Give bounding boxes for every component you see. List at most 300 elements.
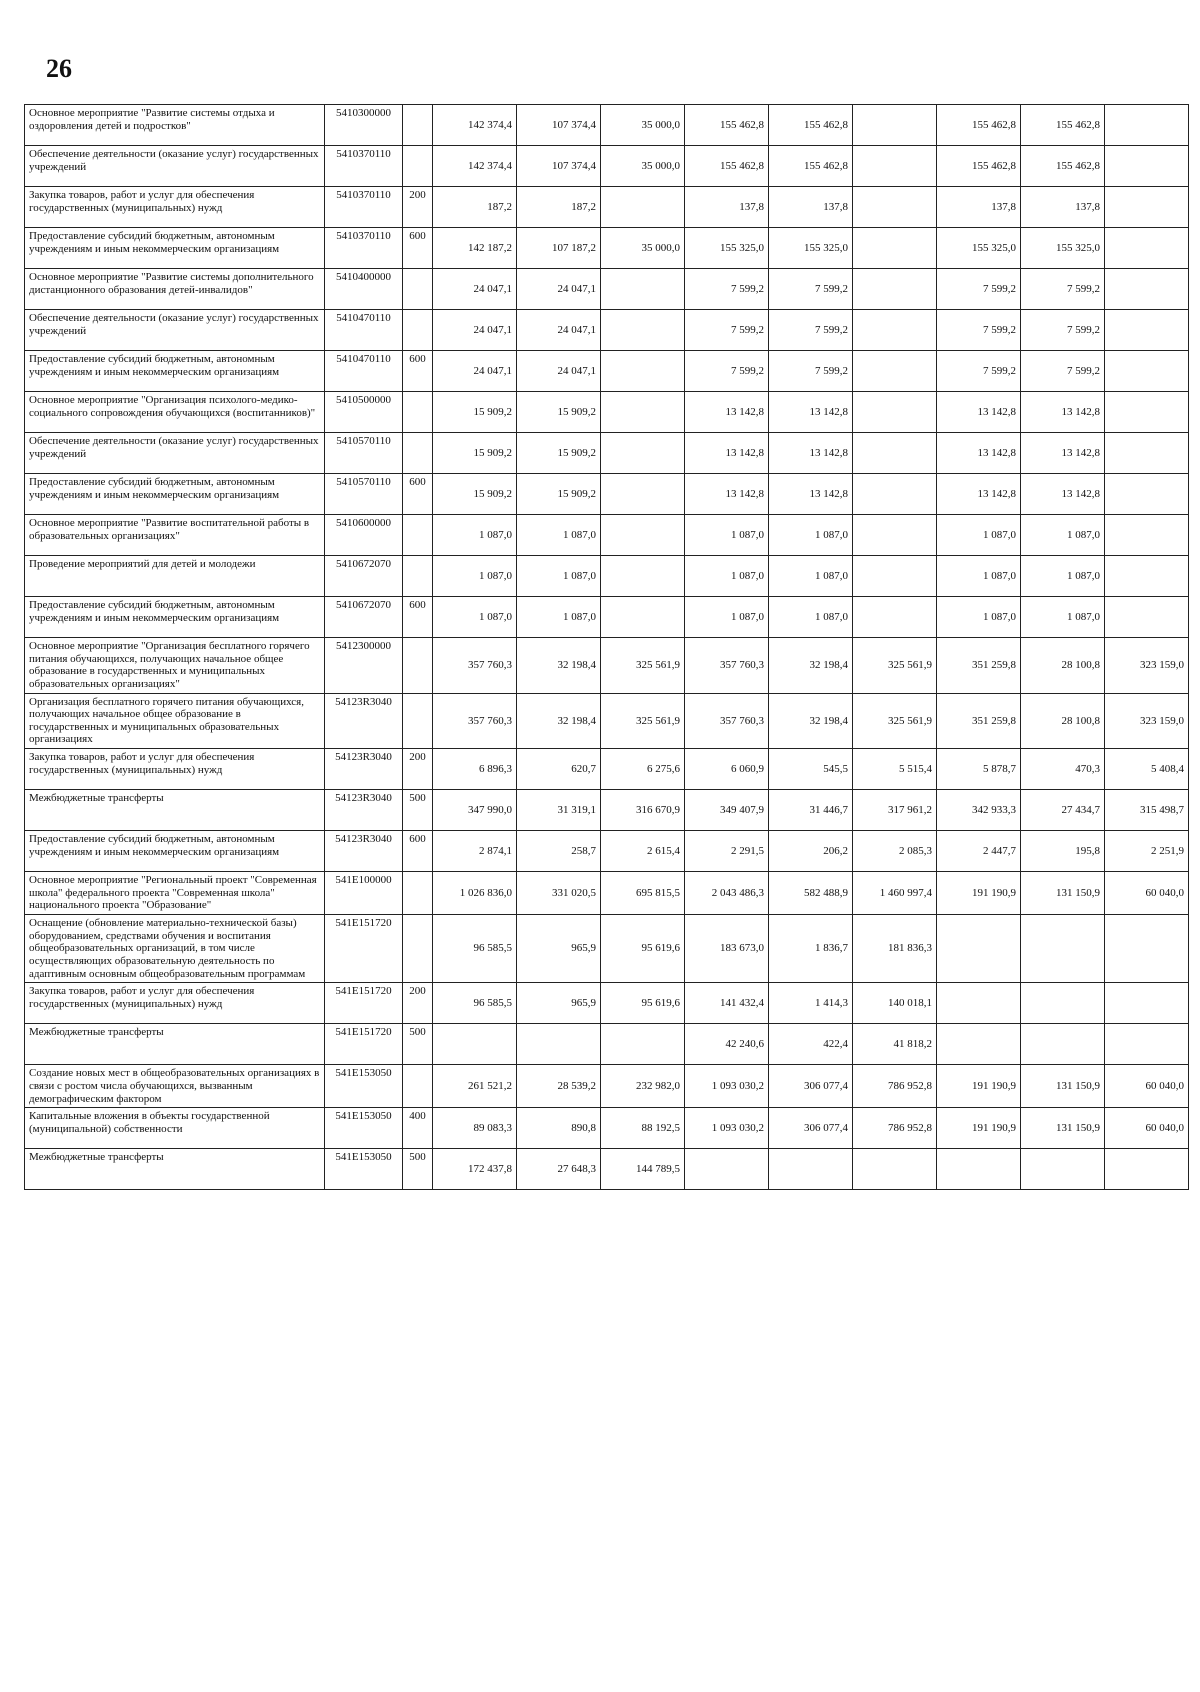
row-value-cell: 357 760,3 <box>433 693 517 749</box>
row-code-cell: 541E151720 <box>325 983 403 1024</box>
row-value-cell: 306 077,4 <box>769 1065 853 1108</box>
table-row <box>25 693 1189 749</box>
row-value-cell: 323 159,0 <box>1105 693 1189 749</box>
row-value-cell: 24 047,1 <box>517 269 601 310</box>
table-row <box>25 1149 1189 1190</box>
row-value-cell: 1 087,0 <box>769 597 853 638</box>
row-value-cell: 7 599,2 <box>685 351 769 392</box>
row-value-cell: 131 150,9 <box>1021 1065 1105 1108</box>
row-value-cell: 13 142,8 <box>685 392 769 433</box>
row-value-cell <box>769 1149 853 1190</box>
row-value-cell <box>937 1024 1021 1065</box>
row-value-cell: 6 896,3 <box>433 749 517 790</box>
table-row <box>25 749 1189 790</box>
row-value-cell <box>1021 1149 1105 1190</box>
row-value-cell: 31 319,1 <box>517 790 601 831</box>
row-value-cell: 323 159,0 <box>1105 638 1189 694</box>
row-value-cell: 786 952,8 <box>853 1065 937 1108</box>
row-value-cell: 191 190,9 <box>937 1065 1021 1108</box>
row-value-cell: 131 150,9 <box>1021 1108 1105 1149</box>
row-value-cell <box>1105 597 1189 638</box>
row-value-cell: 35 000,0 <box>601 146 685 187</box>
row-value-cell: 7 599,2 <box>1021 310 1105 351</box>
row-value-cell: 89 083,3 <box>433 1108 517 1149</box>
row-value-cell: 13 142,8 <box>1021 474 1105 515</box>
row-value-cell: 422,4 <box>769 1024 853 1065</box>
row-value-cell: 2 874,1 <box>433 831 517 872</box>
row-value-cell: 60 040,0 <box>1105 1065 1189 1108</box>
row-code-cell: 5410672070 <box>325 597 403 638</box>
row-value-cell <box>601 1024 685 1065</box>
row-value-cell: 35 000,0 <box>601 228 685 269</box>
row-value-cell: 2 447,7 <box>937 831 1021 872</box>
row-value-cell: 7 599,2 <box>937 351 1021 392</box>
table-row <box>25 433 1189 474</box>
row-value-cell: 42 240,6 <box>685 1024 769 1065</box>
row-value-cell: 96 585,5 <box>433 915 517 983</box>
row-value-cell: 7 599,2 <box>937 310 1021 351</box>
row-code-cell: 5410300000 <box>325 105 403 146</box>
table-row <box>25 790 1189 831</box>
row-value-cell: 6 275,6 <box>601 749 685 790</box>
row-value-cell <box>853 597 937 638</box>
row-value-cell: 24 047,1 <box>433 269 517 310</box>
row-value-cell: 349 407,9 <box>685 790 769 831</box>
row-value-cell: 181 836,3 <box>853 915 937 983</box>
row-value-cell: 28 539,2 <box>517 1065 601 1108</box>
row-value-cell: 325 561,9 <box>601 638 685 694</box>
row-code-cell: 5410570110 <box>325 433 403 474</box>
row-value-cell: 331 020,5 <box>517 872 601 915</box>
row-value-cell: 24 047,1 <box>433 310 517 351</box>
row-value-cell: 187,2 <box>433 187 517 228</box>
row-value-cell <box>853 105 937 146</box>
row-value-cell: 2 615,4 <box>601 831 685 872</box>
row-value-cell <box>853 351 937 392</box>
row-value-cell: 32 198,4 <box>517 638 601 694</box>
row-value-cell: 1 414,3 <box>769 983 853 1024</box>
row-code-cell: 5410600000 <box>325 515 403 556</box>
row-value-cell: 357 760,3 <box>433 638 517 694</box>
row-name-cell: Основное мероприятие "Региональный проект "Современная школа" федерального проекта "Современная школа" национального проекта "Образование" <box>25 872 325 915</box>
row-value-cell: 137,8 <box>937 187 1021 228</box>
row-value-cell: 155 325,0 <box>1021 228 1105 269</box>
row-value-cell: 41 818,2 <box>853 1024 937 1065</box>
row-name-cell: Межбюджетные трансферты <box>25 1024 325 1065</box>
row-value-cell <box>1105 983 1189 1024</box>
row-value-cell: 88 192,5 <box>601 1108 685 1149</box>
row-value-cell: 786 952,8 <box>853 1108 937 1149</box>
row-vr-cell: 200 <box>403 749 433 790</box>
row-name-cell: Оснащение (обновление материально-технической базы) оборудованием, средствами обучения и воспитания общеобразовательных организаций, в том числе осуществляющих образовательную деятельность по адаптивным основным общеобразовательным программам <box>25 915 325 983</box>
row-value-cell: 96 585,5 <box>433 983 517 1024</box>
row-value-cell <box>853 392 937 433</box>
row-value-cell: 1 087,0 <box>937 597 1021 638</box>
row-value-cell <box>601 310 685 351</box>
row-value-cell: 155 325,0 <box>937 228 1021 269</box>
row-code-cell: 5410400000 <box>325 269 403 310</box>
row-vr-cell: 600 <box>403 831 433 872</box>
row-value-cell: 141 432,4 <box>685 983 769 1024</box>
row-value-cell <box>1021 915 1105 983</box>
table-row <box>25 146 1189 187</box>
row-value-cell <box>601 351 685 392</box>
row-value-cell: 316 670,9 <box>601 790 685 831</box>
row-code-cell: 5410672070 <box>325 556 403 597</box>
row-value-cell: 191 190,9 <box>937 1108 1021 1149</box>
row-value-cell: 5 878,7 <box>937 749 1021 790</box>
row-name-cell: Предоставление субсидий бюджетным, автономным учреждениям и иным некоммерческим организациям <box>25 474 325 515</box>
table-row <box>25 187 1189 228</box>
row-name-cell: Предоставление субсидий бюджетным, автономным учреждениям и иным некоммерческим организациям <box>25 831 325 872</box>
row-value-cell <box>685 1149 769 1190</box>
row-value-cell: 7 599,2 <box>769 269 853 310</box>
row-value-cell <box>1105 392 1189 433</box>
row-value-cell: 1 093 030,2 <box>685 1108 769 1149</box>
row-value-cell: 13 142,8 <box>685 433 769 474</box>
row-vr-cell: 500 <box>403 1024 433 1065</box>
row-value-cell: 317 961,2 <box>853 790 937 831</box>
row-value-cell <box>853 515 937 556</box>
row-value-cell <box>1105 915 1189 983</box>
row-value-cell: 7 599,2 <box>685 269 769 310</box>
row-value-cell: 107 374,4 <box>517 146 601 187</box>
row-value-cell: 2 043 486,3 <box>685 872 769 915</box>
row-value-cell: 15 909,2 <box>517 392 601 433</box>
table-row <box>25 269 1189 310</box>
row-value-cell <box>1105 351 1189 392</box>
row-code-cell: 54123R3040 <box>325 749 403 790</box>
row-value-cell: 195,8 <box>1021 831 1105 872</box>
row-value-cell: 60 040,0 <box>1105 872 1189 915</box>
row-vr-cell: 200 <box>403 983 433 1024</box>
row-value-cell: 470,3 <box>1021 749 1105 790</box>
row-value-cell <box>1105 187 1189 228</box>
table-row <box>25 1024 1189 1065</box>
row-value-cell <box>1105 515 1189 556</box>
row-value-cell: 60 040,0 <box>1105 1108 1189 1149</box>
row-value-cell: 15 909,2 <box>433 474 517 515</box>
row-value-cell: 545,5 <box>769 749 853 790</box>
table-row <box>25 872 1189 915</box>
row-vr-cell <box>403 915 433 983</box>
row-name-cell: Основное мероприятие "Организация бесплатного горячего питания обучающихся, получающих начальное общее образование в государственных и муниципальных образовательных организациях" <box>25 638 325 694</box>
row-vr-cell <box>403 433 433 474</box>
row-value-cell: 1 087,0 <box>937 515 1021 556</box>
row-value-cell: 1 087,0 <box>685 556 769 597</box>
row-value-cell <box>853 269 937 310</box>
row-value-cell: 191 190,9 <box>937 872 1021 915</box>
row-vr-cell: 600 <box>403 228 433 269</box>
row-vr-cell <box>403 146 433 187</box>
row-value-cell: 13 142,8 <box>769 392 853 433</box>
row-value-cell: 1 087,0 <box>937 556 1021 597</box>
row-value-cell: 232 982,0 <box>601 1065 685 1108</box>
row-value-cell <box>601 556 685 597</box>
row-value-cell: 347 990,0 <box>433 790 517 831</box>
row-value-cell <box>601 515 685 556</box>
row-name-cell: Основное мероприятие "Развитие системы дополнительного дистанционного образования детей-инвалидов" <box>25 269 325 310</box>
row-value-cell: 1 836,7 <box>769 915 853 983</box>
row-value-cell <box>937 915 1021 983</box>
row-value-cell: 2 251,9 <box>1105 831 1189 872</box>
row-value-cell: 7 599,2 <box>769 310 853 351</box>
row-name-cell: Закупка товаров, работ и услуг для обеспечения государственных (муниципальных) нужд <box>25 983 325 1024</box>
row-value-cell: 7 599,2 <box>769 351 853 392</box>
row-name-cell: Межбюджетные трансферты <box>25 1149 325 1190</box>
table-row <box>25 915 1189 983</box>
row-name-cell: Основное мероприятие "Развитие воспитательной работы в образовательных организациях" <box>25 515 325 556</box>
row-value-cell: 1 087,0 <box>517 556 601 597</box>
row-value-cell <box>853 556 937 597</box>
row-value-cell: 7 599,2 <box>685 310 769 351</box>
table-row <box>25 474 1189 515</box>
row-value-cell: 1 087,0 <box>1021 515 1105 556</box>
row-value-cell: 1 087,0 <box>433 515 517 556</box>
row-value-cell: 15 909,2 <box>517 474 601 515</box>
row-code-cell: 541E153050 <box>325 1108 403 1149</box>
row-value-cell: 27 434,7 <box>1021 790 1105 831</box>
row-value-cell: 13 142,8 <box>769 433 853 474</box>
row-name-cell: Предоставление субсидий бюджетным, автономным учреждениям и иным некоммерческим организациям <box>25 597 325 638</box>
row-value-cell: 620,7 <box>517 749 601 790</box>
row-value-cell: 965,9 <box>517 915 601 983</box>
row-vr-cell <box>403 105 433 146</box>
table-row <box>25 515 1189 556</box>
row-name-cell: Основное мероприятие "Организация психолого-медико-социального сопровождения обучающихся (воспитанников)" <box>25 392 325 433</box>
row-code-cell: 5410470110 <box>325 310 403 351</box>
row-value-cell: 1 087,0 <box>517 515 601 556</box>
row-value-cell: 95 619,6 <box>601 915 685 983</box>
row-value-cell: 107 374,4 <box>517 105 601 146</box>
row-value-cell: 32 198,4 <box>769 638 853 694</box>
row-name-cell: Обеспечение деятельности (оказание услуг) государственных учреждений <box>25 433 325 474</box>
table-row <box>25 556 1189 597</box>
row-vr-cell <box>403 556 433 597</box>
row-vr-cell <box>403 515 433 556</box>
row-vr-cell <box>403 638 433 694</box>
table-row <box>25 597 1189 638</box>
row-value-cell <box>853 433 937 474</box>
row-value-cell: 7 599,2 <box>937 269 1021 310</box>
row-value-cell <box>1021 983 1105 1024</box>
row-value-cell: 155 462,8 <box>769 146 853 187</box>
row-vr-cell <box>403 872 433 915</box>
row-value-cell: 172 437,8 <box>433 1149 517 1190</box>
row-value-cell <box>1105 310 1189 351</box>
row-name-cell: Закупка товаров, работ и услуг для обеспечения государственных (муниципальных) нужд <box>25 187 325 228</box>
row-value-cell <box>853 310 937 351</box>
row-value-cell: 1 093 030,2 <box>685 1065 769 1108</box>
table-row <box>25 105 1189 146</box>
row-value-cell: 27 648,3 <box>517 1149 601 1190</box>
row-code-cell: 541E100000 <box>325 872 403 915</box>
row-value-cell: 28 100,8 <box>1021 693 1105 749</box>
row-value-cell: 1 087,0 <box>685 597 769 638</box>
row-name-cell: Организация бесплатного горячего питания обучающихся, получающих начальное общее образование в государственных и муниципальных образовательных организациях <box>25 693 325 749</box>
row-name-cell: Обеспечение деятельности (оказание услуг) государственных учреждений <box>25 310 325 351</box>
row-vr-cell <box>403 693 433 749</box>
row-value-cell: 1 026 836,0 <box>433 872 517 915</box>
table-row <box>25 351 1189 392</box>
row-value-cell: 13 142,8 <box>769 474 853 515</box>
row-value-cell <box>601 597 685 638</box>
row-value-cell: 13 142,8 <box>1021 392 1105 433</box>
row-value-cell: 155 325,0 <box>769 228 853 269</box>
row-vr-cell: 500 <box>403 790 433 831</box>
table-row <box>25 228 1189 269</box>
table-row <box>25 983 1189 1024</box>
row-vr-cell: 600 <box>403 474 433 515</box>
row-value-cell <box>1105 105 1189 146</box>
row-value-cell <box>1105 474 1189 515</box>
row-value-cell <box>601 474 685 515</box>
row-code-cell: 541E151720 <box>325 915 403 983</box>
row-value-cell: 140 018,1 <box>853 983 937 1024</box>
row-value-cell: 1 087,0 <box>769 556 853 597</box>
row-value-cell: 206,2 <box>769 831 853 872</box>
table-body <box>25 105 1189 1190</box>
row-value-cell: 1 087,0 <box>433 556 517 597</box>
row-value-cell: 13 142,8 <box>1021 433 1105 474</box>
row-value-cell: 142 187,2 <box>433 228 517 269</box>
row-value-cell: 155 462,8 <box>769 105 853 146</box>
row-name-cell: Закупка товаров, работ и услуг для обеспечения государственных (муниципальных) нужд <box>25 749 325 790</box>
row-value-cell: 965,9 <box>517 983 601 1024</box>
row-value-cell <box>433 1024 517 1065</box>
row-value-cell: 35 000,0 <box>601 105 685 146</box>
row-value-cell: 24 047,1 <box>433 351 517 392</box>
row-value-cell: 24 047,1 <box>517 351 601 392</box>
table-row <box>25 1108 1189 1149</box>
row-value-cell: 155 462,8 <box>685 146 769 187</box>
row-name-cell: Предоставление субсидий бюджетным, автономным учреждениям и иным некоммерческим организациям <box>25 228 325 269</box>
row-value-cell: 13 142,8 <box>937 474 1021 515</box>
row-value-cell: 183 673,0 <box>685 915 769 983</box>
row-value-cell: 258,7 <box>517 831 601 872</box>
row-value-cell: 325 561,9 <box>601 693 685 749</box>
row-value-cell: 1 087,0 <box>433 597 517 638</box>
row-name-cell: Капитальные вложения в объекты государственной (муниципальной) собственности <box>25 1108 325 1149</box>
table-row <box>25 638 1189 694</box>
row-vr-cell <box>403 269 433 310</box>
row-code-cell: 541E153050 <box>325 1149 403 1190</box>
table-row <box>25 831 1189 872</box>
row-value-cell: 137,8 <box>685 187 769 228</box>
row-value-cell <box>517 1024 601 1065</box>
row-value-cell <box>601 392 685 433</box>
row-value-cell <box>1105 556 1189 597</box>
row-value-cell: 2 085,3 <box>853 831 937 872</box>
row-value-cell: 1 087,0 <box>1021 597 1105 638</box>
row-value-cell <box>1105 1024 1189 1065</box>
row-value-cell: 15 909,2 <box>433 433 517 474</box>
row-vr-cell <box>403 310 433 351</box>
row-value-cell <box>853 187 937 228</box>
row-code-cell: 54123R3040 <box>325 693 403 749</box>
row-value-cell: 306 077,4 <box>769 1108 853 1149</box>
row-value-cell: 351 259,8 <box>937 638 1021 694</box>
row-code-cell: 5410500000 <box>325 392 403 433</box>
row-value-cell: 31 446,7 <box>769 790 853 831</box>
row-code-cell: 541E153050 <box>325 1065 403 1108</box>
row-code-cell: 5410370110 <box>325 187 403 228</box>
row-value-cell: 137,8 <box>769 187 853 228</box>
row-value-cell: 582 488,9 <box>769 872 853 915</box>
row-code-cell: 54123R3040 <box>325 831 403 872</box>
row-value-cell: 13 142,8 <box>937 392 1021 433</box>
row-value-cell <box>853 146 937 187</box>
row-value-cell: 142 374,4 <box>433 146 517 187</box>
table-row <box>25 392 1189 433</box>
row-value-cell: 95 619,6 <box>601 983 685 1024</box>
row-code-cell: 5410370110 <box>325 146 403 187</box>
row-value-cell <box>853 474 937 515</box>
row-value-cell: 357 760,3 <box>685 693 769 749</box>
row-vr-cell <box>403 392 433 433</box>
row-value-cell <box>937 1149 1021 1190</box>
row-value-cell: 315 498,7 <box>1105 790 1189 831</box>
row-value-cell: 7 599,2 <box>1021 269 1105 310</box>
row-value-cell: 32 198,4 <box>517 693 601 749</box>
row-value-cell: 28 100,8 <box>1021 638 1105 694</box>
row-value-cell: 155 462,8 <box>1021 146 1105 187</box>
row-value-cell <box>1105 1149 1189 1190</box>
row-value-cell: 155 462,8 <box>937 105 1021 146</box>
row-value-cell <box>601 187 685 228</box>
row-value-cell: 15 909,2 <box>433 392 517 433</box>
row-value-cell: 142 374,4 <box>433 105 517 146</box>
row-code-cell: 5410370110 <box>325 228 403 269</box>
row-value-cell: 131 150,9 <box>1021 872 1105 915</box>
row-value-cell: 890,8 <box>517 1108 601 1149</box>
row-name-cell: Предоставление субсидий бюджетным, автономным учреждениям и иным некоммерческим организациям <box>25 351 325 392</box>
row-value-cell: 1 087,0 <box>517 597 601 638</box>
row-value-cell: 342 933,3 <box>937 790 1021 831</box>
row-value-cell <box>1105 146 1189 187</box>
row-value-cell: 187,2 <box>517 187 601 228</box>
row-value-cell <box>1105 228 1189 269</box>
row-vr-cell: 600 <box>403 597 433 638</box>
row-value-cell <box>937 983 1021 1024</box>
row-code-cell: 5410470110 <box>325 351 403 392</box>
row-value-cell: 155 462,8 <box>685 105 769 146</box>
row-value-cell: 15 909,2 <box>517 433 601 474</box>
row-value-cell: 695 815,5 <box>601 872 685 915</box>
row-value-cell <box>853 1149 937 1190</box>
row-value-cell: 32 198,4 <box>769 693 853 749</box>
row-name-cell: Обеспечение деятельности (оказание услуг) государственных учреждений <box>25 146 325 187</box>
row-value-cell: 155 462,8 <box>1021 105 1105 146</box>
row-value-cell: 357 760,3 <box>685 638 769 694</box>
row-vr-cell: 400 <box>403 1108 433 1149</box>
row-value-cell: 2 291,5 <box>685 831 769 872</box>
page-number: 26 <box>46 54 72 83</box>
row-vr-cell: 200 <box>403 187 433 228</box>
row-value-cell <box>1105 269 1189 310</box>
row-name-cell: Межбюджетные трансферты <box>25 790 325 831</box>
row-value-cell: 1 460 997,4 <box>853 872 937 915</box>
row-value-cell: 137,8 <box>1021 187 1105 228</box>
table-row <box>25 1065 1189 1108</box>
row-value-cell: 325 561,9 <box>853 638 937 694</box>
row-code-cell: 5410570110 <box>325 474 403 515</box>
row-value-cell: 325 561,9 <box>853 693 937 749</box>
row-value-cell: 261 521,2 <box>433 1065 517 1108</box>
row-value-cell: 155 462,8 <box>937 146 1021 187</box>
row-code-cell: 54123R3040 <box>325 790 403 831</box>
row-value-cell: 7 599,2 <box>1021 351 1105 392</box>
